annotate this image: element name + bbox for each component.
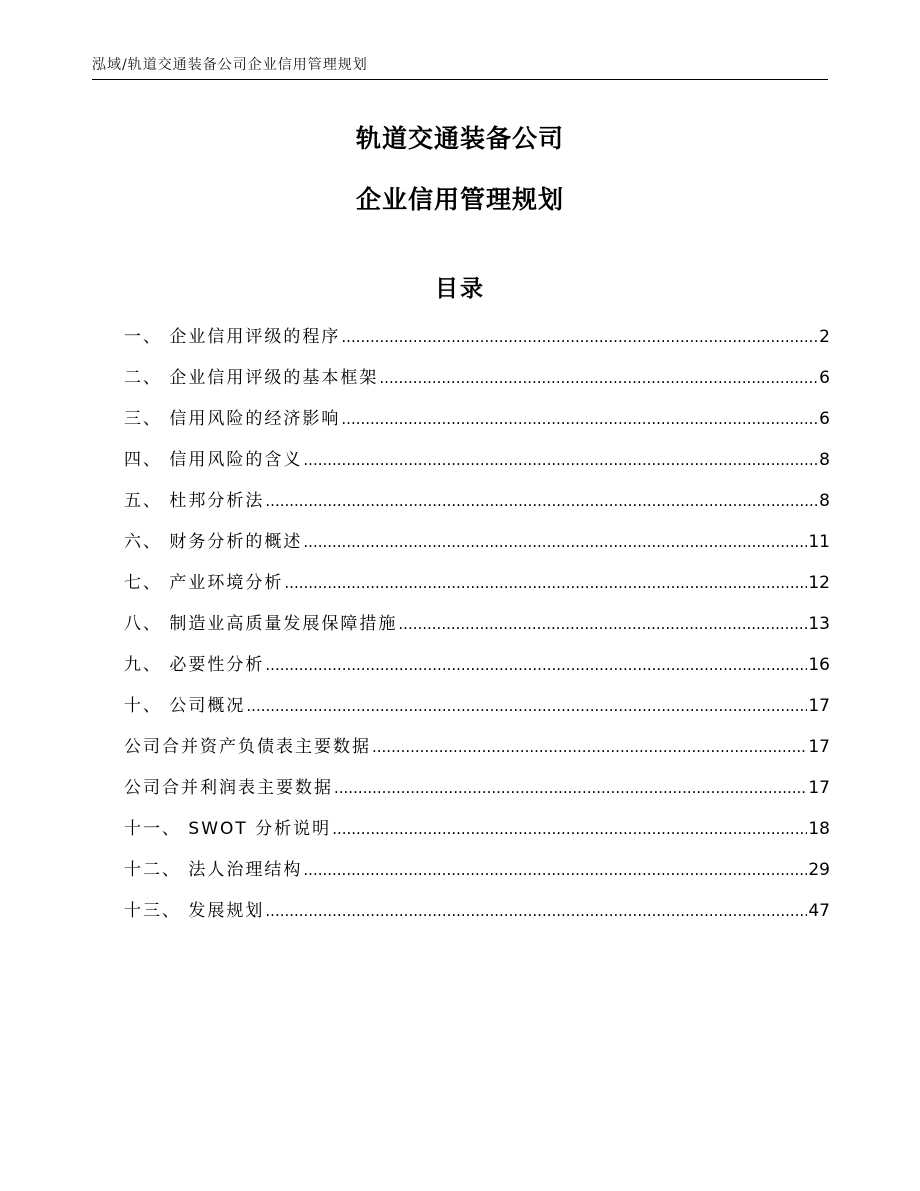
toc-entry-label: 五、 杜邦分析法 xyxy=(124,491,265,511)
toc-entry-page: 8 xyxy=(819,450,830,470)
toc-entry-page: 13 xyxy=(808,614,830,634)
toc-entry-page: 6 xyxy=(819,409,830,429)
toc-leader-dots xyxy=(372,732,807,762)
toc-entry-page: 47 xyxy=(808,901,830,921)
toc-leader-dots xyxy=(332,814,807,844)
toc-entry-label: 一、 企业信用评级的程序 xyxy=(124,327,341,347)
toc-entry-label: 二、 企业信用评级的基本框架 xyxy=(124,368,379,388)
toc-leader-dots xyxy=(398,609,807,639)
toc-entry-label: 公司合并利润表主要数据 xyxy=(124,778,333,798)
toc-leader-dots xyxy=(303,445,818,475)
toc-entry[interactable] xyxy=(124,363,830,404)
toc-leader-dots xyxy=(341,404,818,434)
toc-entry-page: 17 xyxy=(808,696,830,716)
toc-leader-dots xyxy=(341,322,818,352)
toc-entry[interactable] xyxy=(124,691,830,732)
toc-entry-label: 十一、 SWOT 分析说明 xyxy=(124,819,332,839)
toc-entry-label: 七、 产业环境分析 xyxy=(124,573,284,593)
toc-entry[interactable] xyxy=(124,814,830,855)
running-header: 泓域/轨道交通装备公司企业信用管理规划 xyxy=(92,57,368,73)
toc-entry-page: 18 xyxy=(808,819,830,839)
toc-entry-page: 6 xyxy=(819,368,830,388)
toc-entry-page: 2 xyxy=(819,327,830,347)
toc-entry[interactable] xyxy=(124,527,830,568)
toc-leader-dots xyxy=(265,486,818,516)
toc-entry-label: 九、 必要性分析 xyxy=(124,655,265,675)
toc-entry[interactable] xyxy=(124,773,830,814)
toc-entry-page: 17 xyxy=(808,778,830,798)
toc-leader-dots xyxy=(284,568,807,598)
toc-entry-label: 三、 信用风险的经济影响 xyxy=(124,409,341,429)
table-of-contents xyxy=(124,322,830,937)
toc-entry-label: 六、 财务分析的概述 xyxy=(124,532,303,552)
toc-entry[interactable] xyxy=(124,404,830,445)
toc-entry[interactable] xyxy=(124,568,830,609)
toc-entry-page: 8 xyxy=(819,491,830,511)
toc-entry-label: 十、 公司概况 xyxy=(124,696,246,716)
document-title-line-2: 企业信用管理规划 xyxy=(355,185,564,214)
toc-leader-dots xyxy=(265,896,807,926)
toc-heading: 目录 xyxy=(435,276,485,302)
toc-entry-label: 十三、 发展规划 xyxy=(124,901,265,921)
toc-leader-dots xyxy=(303,527,807,557)
toc-entry[interactable] xyxy=(124,609,830,650)
toc-entry[interactable] xyxy=(124,732,830,773)
toc-entry-label: 四、 信用风险的含义 xyxy=(124,450,303,470)
toc-leader-dots xyxy=(303,855,807,885)
toc-entry-page: 17 xyxy=(808,737,830,757)
toc-entry-label: 公司合并资产负债表主要数据 xyxy=(124,737,371,757)
document-title-line-1: 轨道交通装备公司 xyxy=(355,124,564,153)
toc-entry-page: 11 xyxy=(808,532,830,552)
toc-entry[interactable] xyxy=(124,322,830,363)
toc-entry-label: 十二、 法人治理结构 xyxy=(124,860,303,880)
toc-entry[interactable] xyxy=(124,650,830,691)
toc-entry[interactable] xyxy=(124,486,830,527)
toc-leader-dots xyxy=(334,773,807,803)
toc-entry[interactable] xyxy=(124,855,830,896)
toc-entry-page: 16 xyxy=(808,655,830,675)
toc-entry[interactable] xyxy=(124,896,830,937)
toc-entry-label: 八、 制造业高质量发展保障措施 xyxy=(124,614,398,634)
toc-entry-page: 12 xyxy=(808,573,830,593)
toc-leader-dots xyxy=(265,650,807,680)
header-rule xyxy=(92,79,828,80)
toc-leader-dots xyxy=(246,691,807,721)
toc-entry-page: 29 xyxy=(808,860,830,880)
toc-entry[interactable] xyxy=(124,445,830,486)
toc-leader-dots xyxy=(379,363,818,393)
